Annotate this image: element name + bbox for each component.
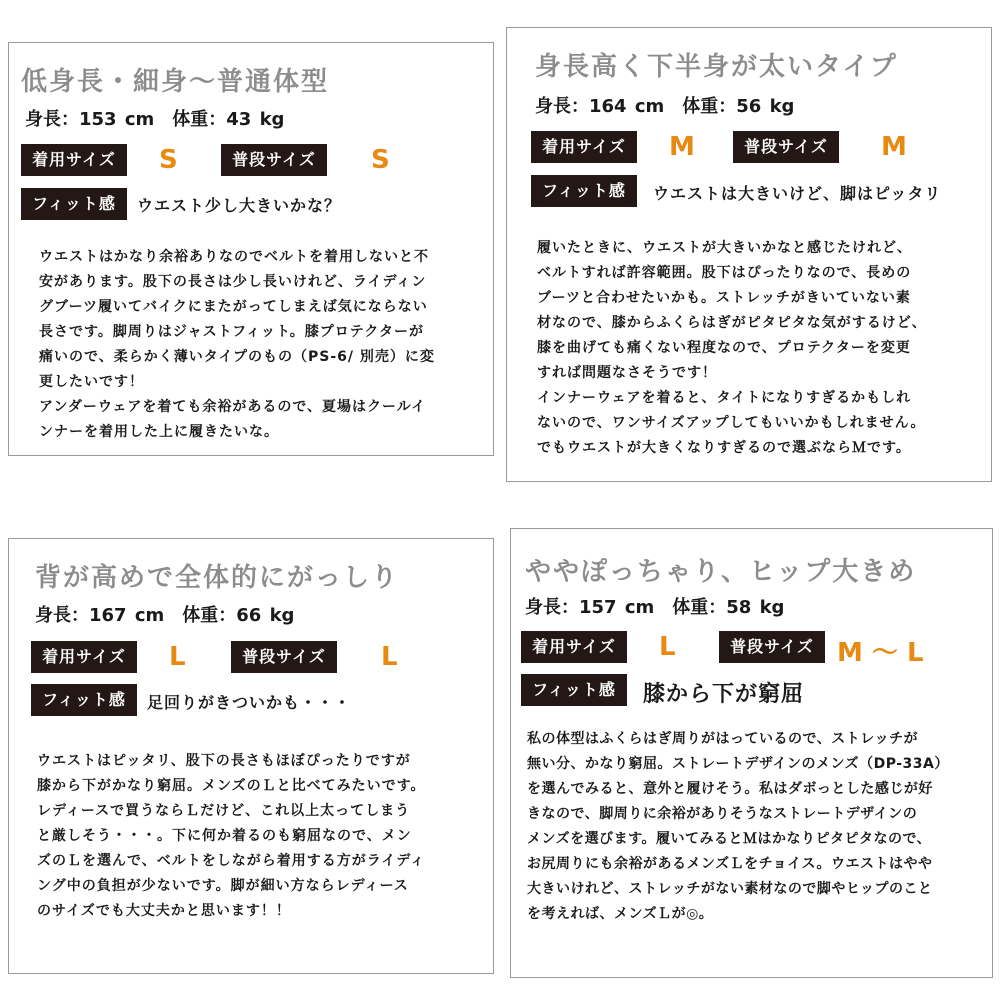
body-line: メンズを選びます。履いてみるとＭはかなりピタピタなので、 [527,831,932,847]
body-line: 私の体型はふくらはぎ周りがはっているので、ストレッチが [527,731,919,747]
body-line: 安があります。股下の長さは少し長いけれど、ライディン [39,274,427,290]
review-body [37,749,425,924]
usual-size-label: 普段サイズ [221,144,327,176]
fit-label: フィット感 [21,188,127,220]
card-title: 身長高く下半身が太いタイプ [535,52,898,82]
wear-size-label: 着用サイズ [21,144,127,176]
body-line: レディースで買うならＬだけど、これ以上太ってしまう [37,803,411,819]
review-card-4 [510,528,993,978]
body-line: きなので、脚周りに余裕がありそうなストレートデザインの [527,806,918,822]
card-title: 背が高めで全体的にがっしり [35,563,400,593]
wear-size-label: 着用サイズ [531,131,637,163]
body-line: 無い分、かなり窮屈。ストレートデザインのメンズ（DP-33A） [527,756,949,772]
review-card-3 [8,538,494,974]
body-line: グブーツ履いてバイクにまたがってしまえば気にならない [39,299,428,315]
body-line: 膝を曲げても痛くない程度なので、プロテクターを変更 [537,340,911,356]
review-body [537,236,927,461]
fit-label: フィット感 [31,684,137,716]
card-title: ややぽっちゃり、ヒップ大きめ [525,557,917,587]
fit-label: フィット感 [531,175,637,207]
wear-size-value: S [159,145,178,175]
wear-size-value: L [169,642,186,672]
body-line: 大きいけれど、ストレッチがない素材なので脚やヒップのこと [527,881,933,897]
usual-size-label: 普段サイズ [231,641,337,673]
height-weight: 身長：167 cm 体重：66 kg [35,605,295,626]
body-line: お尻周りにも余裕があるメンズＬをチョイス。ウエストはやや [527,856,933,872]
body-line: 長さです。脚周りはジャストフィット。膝プロテクターが [39,324,424,340]
body-line: ベルトすれば許容範囲。股下はぴったりなので、長めの [537,265,912,281]
body-line: を考えれば、メンズＬが◎。 [527,906,714,922]
body-line: を選んでみると、意外と履けそう。私はダボっとした感じが好 [527,781,933,797]
usual-size-label: 普段サイズ [719,631,825,663]
height-weight: 身長：164 cm 体重：56 kg [535,96,795,117]
wear-size-value: L [659,632,676,662]
fit-comment: ウエスト少し大きいかな？ [137,196,342,215]
body-line: インナーウェアを着ると、タイトになりすぎるかもしれ [537,390,912,406]
body-line: ウエストはピッタリ、股下の長さもほぼぴったりですが [37,753,411,769]
fit-comment: 膝から下が窮屈 [643,682,805,707]
usual-size-value: M ～ L [837,638,924,668]
review-body [527,727,949,927]
body-line: 材なので、膝からふくらはぎがピタピタな気がするけど、 [537,315,927,331]
usual-size-label: 普段サイズ [733,131,839,163]
wear-size-label: 着用サイズ [521,631,627,663]
body-line: と厳しそう・・・。下に何か着るのも窮屈なので、メン [37,828,412,844]
review-card-2 [506,27,992,482]
wear-size-label: 着用サイズ [31,641,137,673]
fit-label: フィット感 [521,674,627,706]
height-weight: 身長：157 cm 体重：58 kg [525,597,785,618]
body-line: ング中の負担が少ないです。脚が細い方ならレディース [37,878,409,894]
usual-size-value: M [881,132,907,162]
body-line: すれば問題なさそうです！ [537,365,717,381]
review-body [39,245,435,445]
height-weight: 身長：153 cm 体重：43 kg [25,109,285,130]
body-line: ないので、ワンサイズアップしてもいいかもしれません。 [537,415,926,431]
body-line: ンナーを着用した上に履きたいな。 [39,424,279,440]
card-title: 低身長・細身～普通体型 [21,67,330,97]
body-line: ブーツと合わせたいかも。ストレッチがきいていない素 [537,290,911,306]
usual-size-value: S [371,145,390,175]
body-line: のサイズでも大丈夫かと思います！！ [37,903,291,919]
body-line: でもウエストが大きくなりすぎるので選ぶならＭです。 [537,440,911,456]
body-line: ウエストはかなり余裕ありなのでベルトを着用しないと不 [39,249,429,265]
body-line: 更したいです！ [39,374,144,390]
body-line: アンダーウェアを着ても余裕があるので、夏場はクールイ [39,399,427,415]
wear-size-value: M [669,132,695,162]
body-line: 膝から下がかなり窮屈。メンズのＬと比べてみたいです。 [37,778,426,794]
usual-size-value: L [381,642,398,672]
body-line: ズのＬを選んで、ベルトをしながら着用する方がライディ [37,853,426,869]
fit-comment: ウエストは大きいけど、脚はピッタリ [653,184,942,203]
fit-comment: 足回りがきついかも・・・ [147,693,352,712]
body-line: 履いたときに、ウエストが大きいかなと感じたけれど、 [537,240,912,256]
body-line: 痛いので、柔らかく薄いタイプのもの（PS-6/ 別売）に変 [39,349,435,365]
review-card-1 [8,42,494,456]
